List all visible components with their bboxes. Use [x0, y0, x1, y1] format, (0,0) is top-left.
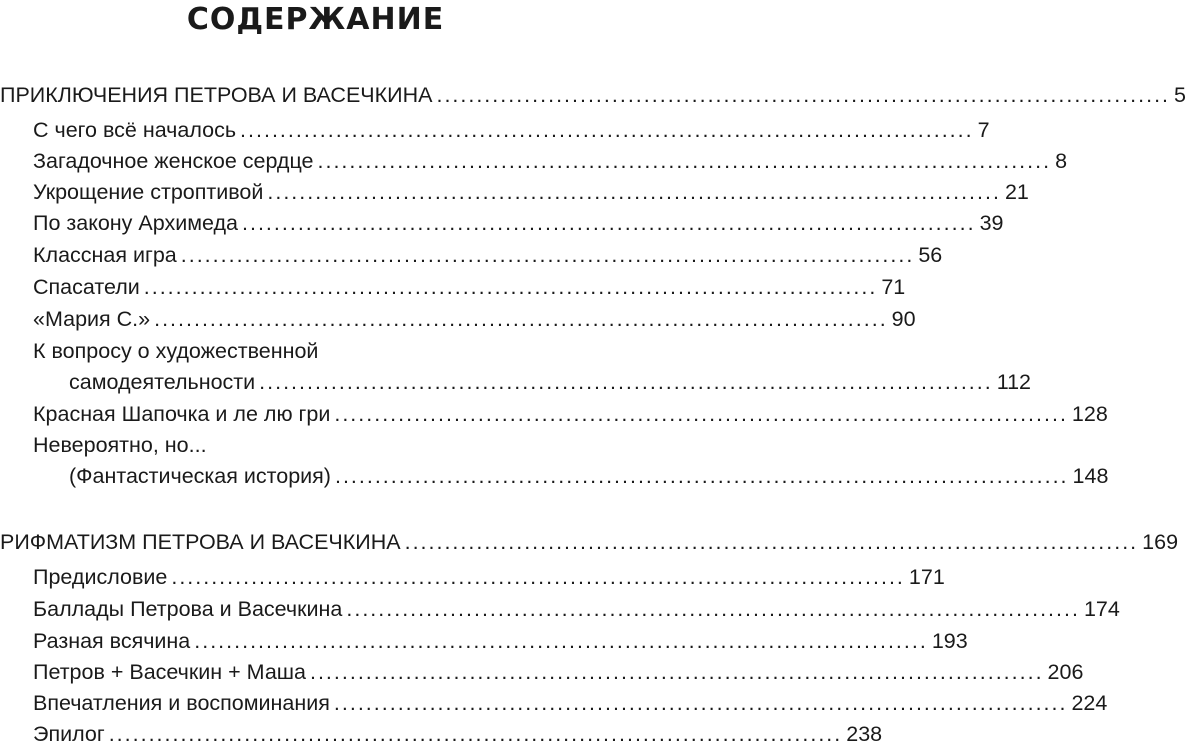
dot-leader: ............................................................................................ [259, 370, 993, 394]
toc-chapter-label: Впечатления и воспоминания [33, 691, 330, 715]
toc-chapter[interactable] [33, 275, 906, 300]
toc-part-label: ПРИКЛЮЧЕНИЯ ПЕТРОВА И ВАСЕЧКИНА [0, 83, 433, 107]
dot-leader: ............................................................................................ [267, 180, 1001, 204]
dot-leader: ............................................................................................ [436, 83, 1171, 107]
toc-page-number: 169 [1142, 530, 1179, 554]
toc-chapter[interactable] [33, 307, 916, 332]
toc-chapter-label: Укрощение строптивой [33, 180, 264, 204]
toc-page-number: 56 [918, 243, 943, 267]
toc-chapter-label: С чего всё началось [33, 118, 237, 142]
toc-chapter-label-line1[interactable]: Невероятно, но... [33, 433, 207, 457]
toc-page-number: 5 [1174, 83, 1186, 107]
toc-page-number: 128 [1071, 402, 1108, 426]
toc-chapter-label: Спасатели [33, 275, 140, 299]
page-title: СОДЕРЖАНИЕ [186, 2, 445, 37]
toc-chapter[interactable] [33, 691, 1108, 716]
toc-chapter[interactable] [33, 118, 990, 143]
toc-page-number: 90 [891, 307, 916, 331]
toc-chapter-label: Классная игра [33, 243, 177, 267]
toc-chapter-label-line1[interactable]: К вопросу о художественной [33, 339, 319, 363]
dot-leader: ............................................................................................ [317, 149, 1052, 173]
toc-chapter-label: Загадочное женское сердце [33, 149, 314, 173]
toc-page-number: 224 [1071, 691, 1108, 715]
dot-leader: ............................................................................................ [194, 629, 928, 653]
dot-leader: ............................................................................................ [334, 464, 1069, 488]
dot-leader: ............................................................................................ [171, 565, 905, 589]
dot-leader: ............................................................................................ [333, 691, 1068, 715]
toc-chapter[interactable] [33, 149, 1068, 174]
toc-chapter-label: Красная Шапочка и ле лю гри [33, 402, 331, 426]
dot-leader: ............................................................................................ [240, 118, 974, 142]
toc-chapter-label: Баллады Петрова и Васечкина [33, 597, 343, 621]
toc-page-number: 39 [979, 211, 1004, 235]
toc-chapter[interactable] [33, 597, 1120, 622]
toc-page-number: 71 [881, 275, 906, 299]
toc-page-number: 8 [1055, 149, 1068, 173]
toc-chapter[interactable] [33, 722, 883, 747]
toc-page-number: 193 [931, 629, 968, 653]
toc-page-number: 171 [908, 565, 945, 589]
toc-part-1[interactable] [0, 83, 1186, 108]
dot-leader: ............................................................................................ [108, 722, 843, 746]
toc-chapter[interactable] [33, 211, 1004, 236]
toc-part-label: РИФМАТИЗМ ПЕТРОВА И ВАСЕЧКИНА [0, 530, 401, 554]
toc-chapter-label: По закону Архимеда [33, 211, 238, 235]
toc-chapter[interactable] [69, 464, 1109, 489]
toc-chapter-label: Эпилог [33, 722, 105, 746]
dot-leader: ............................................................................................ [309, 660, 1044, 684]
toc-chapter[interactable] [33, 402, 1108, 427]
toc-page-number: 21 [1004, 180, 1029, 204]
toc-chapter[interactable] [33, 660, 1084, 685]
dot-leader: ............................................................................................ [334, 402, 1068, 426]
toc-chapter[interactable] [33, 243, 943, 268]
toc-page-number: 174 [1083, 597, 1120, 621]
dot-leader: ............................................................................................ [404, 530, 1139, 554]
toc-page-number: 112 [996, 370, 1031, 394]
toc-page-number: 206 [1047, 660, 1084, 684]
dot-leader: ............................................................................................ [242, 211, 976, 235]
toc-chapter-label: самодеятельности [69, 370, 256, 394]
toc-page-number: 238 [846, 722, 883, 746]
dot-leader: ............................................................................................ [143, 275, 878, 299]
toc-chapter-label: «Мария С.» [33, 307, 151, 331]
toc-chapter-label: Разная всячина [33, 629, 191, 653]
toc-part-2[interactable] [0, 530, 1179, 555]
dot-leader: ............................................................................................ [154, 307, 888, 331]
toc-chapter-label: (Фантастическая история) [69, 464, 331, 488]
dot-leader: ............................................................................................ [346, 597, 1080, 621]
toc-page-number: 7 [977, 118, 990, 142]
toc-page-number: 148 [1072, 464, 1109, 488]
toc-chapter-label: Петров + Васечкин + Маша [33, 660, 306, 684]
toc-chapter[interactable] [33, 565, 945, 590]
toc-chapter[interactable] [33, 629, 968, 654]
dot-leader: ............................................................................................ [180, 243, 915, 267]
toc-chapter[interactable] [33, 180, 1029, 205]
toc-chapter-label: Предисловие [33, 565, 168, 589]
toc-chapter[interactable] [69, 370, 1031, 395]
